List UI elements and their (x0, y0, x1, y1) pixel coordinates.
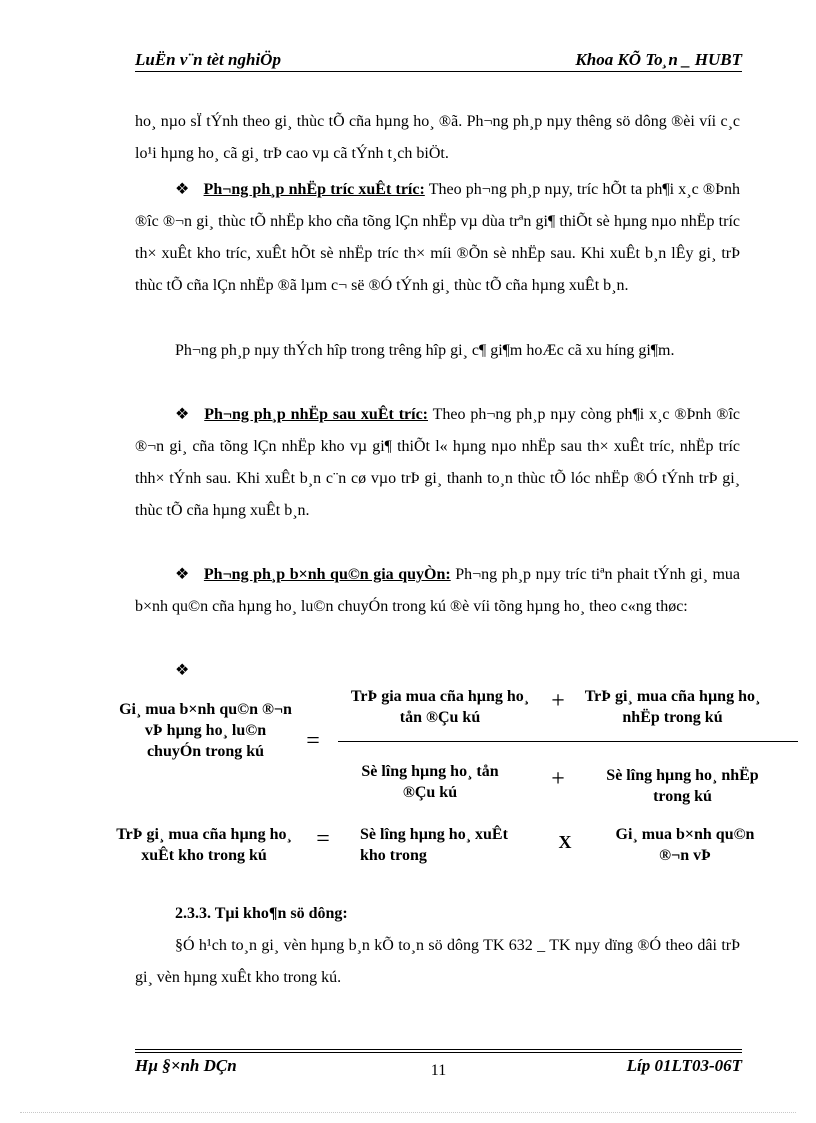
formula1-numerator-opening: TrÞ gia mua cña hµng ho¸ tån ®Çu kú (350, 688, 530, 726)
footer-author: Hµ §×nh DÇn (135, 1056, 237, 1075)
formula2-equals: = (316, 826, 330, 852)
formula1-denominator-purchases: Sè lîng hµng ho¸ nhËp trong kú (606, 767, 759, 805)
empty-bullet (135, 655, 740, 687)
footer-rule-1 (135, 1049, 742, 1050)
formula1-lhs: Gi¸ mua b×nh qu©n ®¬n vÞ hµng ho¸ lu©n chuyÓn trong kú (119, 701, 292, 760)
footer-class: Líp 01LT03-06T (626, 1056, 742, 1075)
page-header (135, 50, 742, 72)
formula1-numerator-purchases: TrÞ gi¸ mua cña hµng ho¸ nhËp trong kú (584, 688, 761, 726)
formula1-denominator-opening: Sè lîng hµng ho¸ tån ®Çu kú (361, 763, 499, 801)
avg-title: Ph¬ng ph¸p b×nh qu©n gia quyÒn: (203, 566, 451, 583)
lifo-text: Theo ph¬ng ph¸p nµy còng ph¶i x¸c ®Þnh ®îc ®¬n gi¸ cña tõng lÇn nhËp kho vµ gi¶ thiÕt l« hµng nµo nhËp sau th× xuÊt tríc, nhËp tríc thh× tÝnh sau. Khi xuÊt b¸n c¨n cø vµo trÞ gi¸ thanh to¸n thùc tÕ lóc nhËp ®Ó tÝnh trÞ gi¸ thùc tÕ cña hµng xuÊt b¸n. (135, 406, 741, 519)
formula2-average-price: Gi¸ mua b×nh qu©n ®¬n vÞ (615, 826, 755, 864)
formula2-quantity-issued: Sè lîng hµng ho¸ xuÊt kho trong (360, 826, 508, 864)
paragraph-accounts: §Ó h¹ch to¸n gi¸ vèn hµng b¸n kÕ to¸n sö dông TK 632 _ TK nµy dïng ®Ó theo dâi trÞ gi¸ vèn hµng xuÊt kho trong kú. (135, 937, 740, 986)
paragraph-fifo (135, 174, 740, 302)
fifo-text: Theo ph¬ng ph¸p nµy, tríc hÕt ta ph¶i x¸c ®Þnh ®îc ®¬n gi¸ thùc tÕ nhËp kho cña tõng lÇn nhËp vµ dùa trªn gi¶ thiÕt sè hµng nµo nhËp tríc th× xuÊt kho tríc, xuÊt hÕt sè nhËp tríc th× míi ®Õn sè nhËp sau. Khi xuÊt b¸n lÊy gi¸ trÞ thùc tÕ cña lÇn nhËp ®ã lµm c¬ së ®Ó tÝnh gi¸ thùc tÕ cña hµng xuÊt b¸n. (135, 181, 740, 294)
fifo-title: Ph¬ng ph¸p nhËp tríc xuÊt tríc: (203, 181, 425, 198)
fraction-bar (338, 741, 798, 742)
page-footer (135, 1056, 742, 1080)
page-number: 11 (430, 1062, 447, 1079)
lifo-title: Ph¬ng ph¸p nhËp sau xuÊt tríc: (204, 406, 428, 423)
paragraph-intro: ho¸ nµo sÏ tÝnh theo gi¸ thùc tÕ cña hµng ho¸ ®ã. Ph¬ng ph¸p nµy thêng sö dông ®èi víi c¸c lo¹i hµng ho¸ cã gi¸ trÞ cao vµ cã tÝnh t¸ch biÖt. (135, 113, 740, 162)
section-heading: 2.3.3. Tµi kho¶n sö dông: (175, 905, 348, 922)
formula1-plus-bottom: + (551, 766, 565, 792)
paragraph-weighted-average (135, 559, 740, 623)
header-faculty: Khoa KÕ To¸n _ HUBT (575, 50, 742, 69)
formula2-times: X (558, 832, 572, 852)
bullet-icon: ❖ (175, 662, 190, 679)
avg-text: Ph¬ng ph¸p nµy tríc tiªn phait tÝnh gi¸ mua b×nh qu©n cña hµng ho¸ lu©n chuyÓn trong kú ®è víi tõng hµng ho¸ theo c«ng thøc: (135, 566, 741, 615)
formula2-lhs: TrÞ gi¸ mua cña hµng ho¸ xuÊt kho trong kú (116, 826, 292, 864)
formula1-equals: = (306, 728, 320, 754)
bullet-icon: ❖ (175, 566, 190, 583)
paragraph-lifo (135, 399, 740, 527)
footer-rule-2 (135, 1052, 742, 1053)
bullet-icon: ❖ (175, 406, 191, 423)
header-rule (135, 71, 742, 72)
paragraph-fifo-note: Ph¬ng ph¸p nµy thÝch hîp trong trêng hîp gi¸ c¶ gi¶m hoÆc cã xu híng gi¶m. (175, 342, 675, 359)
bullet-icon: ❖ (175, 181, 190, 198)
formula1-plus-top: + (551, 688, 565, 714)
page-bottom-divider (20, 1112, 796, 1113)
header-thesis-title: LuËn v¨n tèt nghiÖp (135, 50, 281, 69)
